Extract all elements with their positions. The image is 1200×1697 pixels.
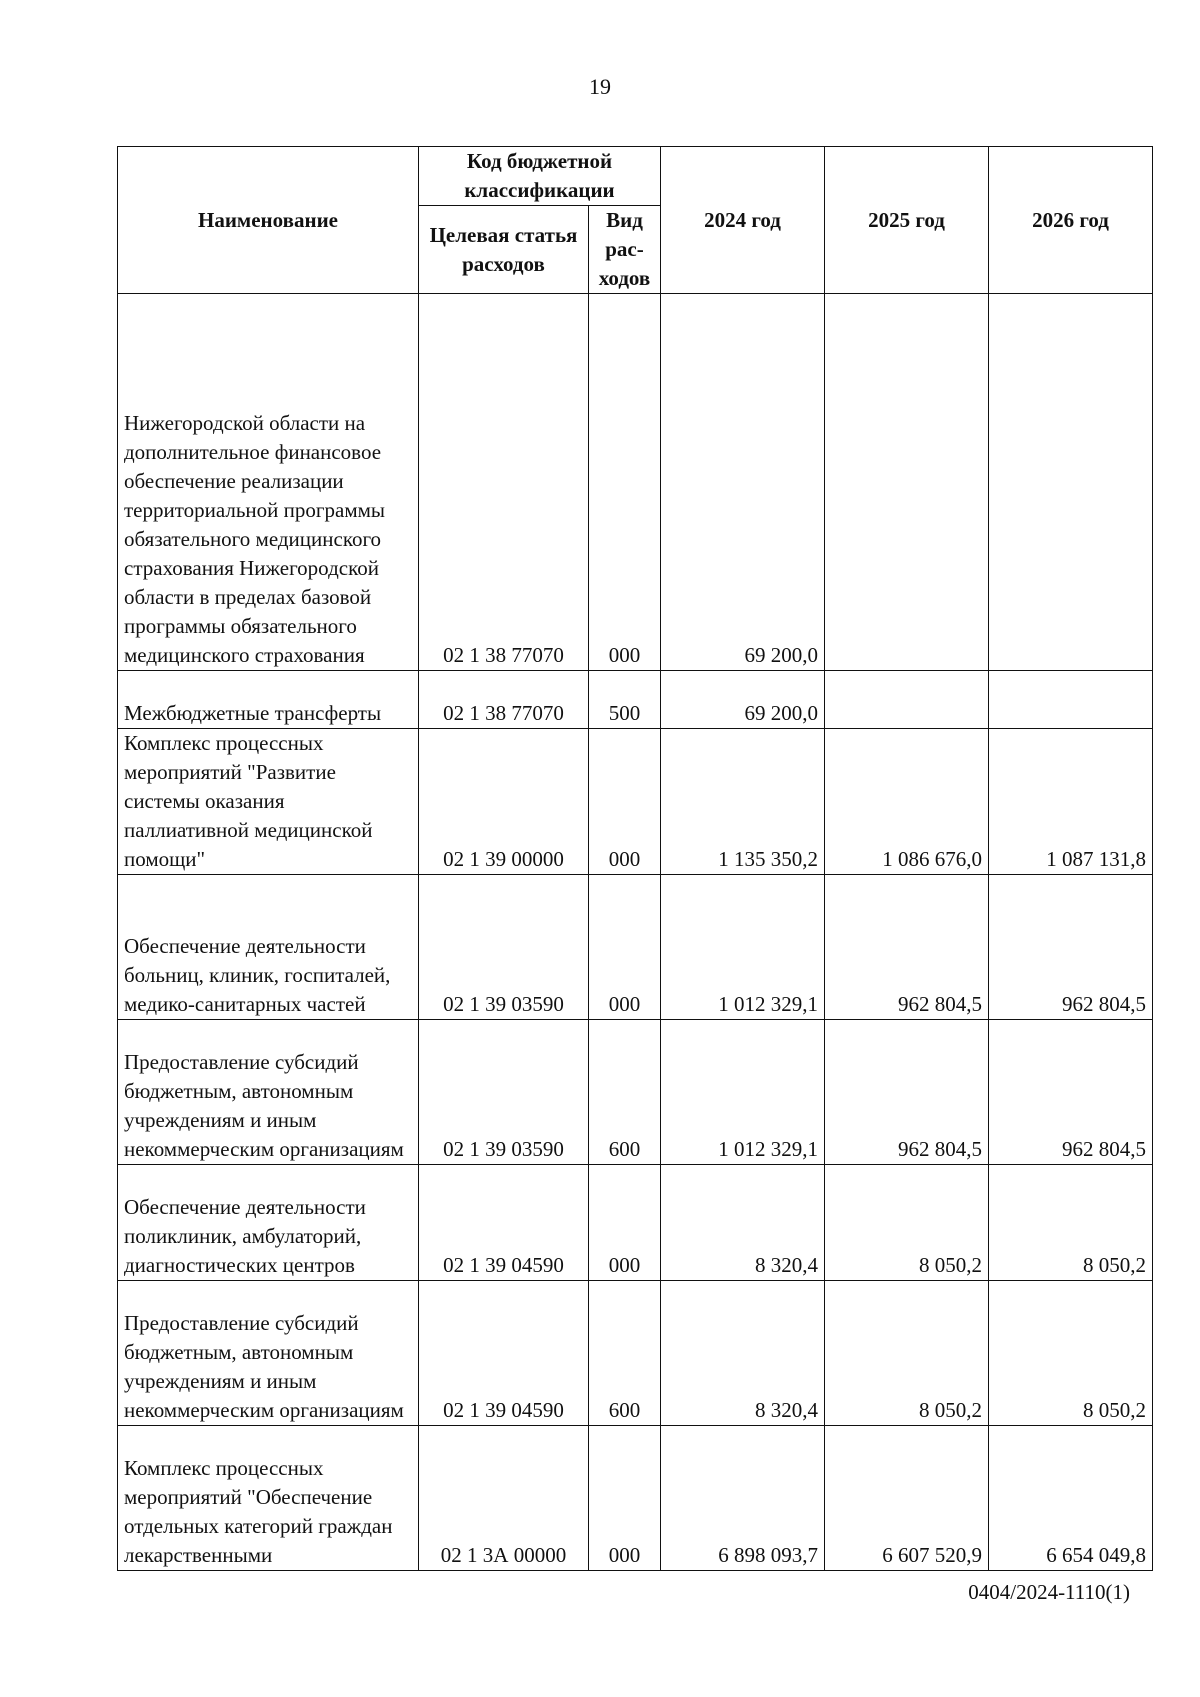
table-row [118, 1426, 1153, 1571]
header-target-article: Целевая статья расходов [419, 206, 589, 294]
row-name: Обеспечение деятельности больниц, клиник, госпиталей, медико-санитарных частей [118, 875, 419, 1020]
row-name: Нижегородской области на дополнительное финансовое обеспечение реализации территориальной программы обязательного медицинского страхования Нижегородской области в пределах базовой программы обязательного медицинского страхования [118, 294, 419, 671]
row-value-2026 [989, 671, 1153, 729]
row-value-2026 [989, 294, 1153, 671]
row-expense-kind: 600 [589, 1020, 661, 1165]
header-2026: 2026 год [989, 147, 1153, 294]
table-row [118, 1165, 1153, 1281]
header-expense-kind: Вид рас-ходов [589, 206, 661, 294]
row-value-2024: 69 200,0 [661, 294, 825, 671]
table-body [118, 294, 1153, 1571]
row-target-code: 02 1 39 03590 [419, 875, 589, 1020]
row-name: Предоставление субсидий бюджетным, автономным учреждениям и иным некоммерческим организациям [118, 1020, 419, 1165]
row-value-2025: 6 607 520,9 [825, 1426, 989, 1571]
row-value-2025 [825, 671, 989, 729]
row-expense-kind: 600 [589, 1281, 661, 1426]
budget-table [117, 146, 1153, 1571]
row-value-2024: 8 320,4 [661, 1165, 825, 1281]
row-expense-kind: 000 [589, 294, 661, 671]
row-name: Комплекс процессных мероприятий "Обеспечение отдельных категорий граждан лекарственными [118, 1426, 419, 1571]
table-header [118, 147, 1153, 294]
table-row [118, 671, 1153, 729]
row-value-2026: 962 804,5 [989, 875, 1153, 1020]
table-row [118, 1281, 1153, 1426]
row-name: Обеспечение деятельности поликлиник, амбулаторий, диагностических центров [118, 1165, 419, 1281]
row-value-2024: 8 320,4 [661, 1281, 825, 1426]
row-value-2026: 6 654 049,8 [989, 1426, 1153, 1571]
row-value-2024: 69 200,0 [661, 671, 825, 729]
row-target-code: 02 1 38 77070 [419, 294, 589, 671]
row-value-2024: 1 012 329,1 [661, 875, 825, 1020]
row-value-2025: 8 050,2 [825, 1281, 989, 1426]
row-target-code: 02 1 3А 00000 [419, 1426, 589, 1571]
row-value-2026: 1 087 131,8 [989, 729, 1153, 875]
row-value-2025: 962 804,5 [825, 1020, 989, 1165]
row-name: Межбюджетные трансферты [118, 671, 419, 729]
row-value-2026: 8 050,2 [989, 1165, 1153, 1281]
row-value-2026: 8 050,2 [989, 1281, 1153, 1426]
row-target-code: 02 1 39 04590 [419, 1281, 589, 1426]
row-value-2026: 962 804,5 [989, 1020, 1153, 1165]
header-2025: 2025 год [825, 147, 989, 294]
row-expense-kind: 000 [589, 1426, 661, 1571]
row-value-2024: 1 135 350,2 [661, 729, 825, 875]
row-value-2025 [825, 294, 989, 671]
table-row [118, 294, 1153, 671]
row-target-code: 02 1 39 04590 [419, 1165, 589, 1281]
row-target-code: 02 1 39 03590 [419, 1020, 589, 1165]
row-value-2025: 1 086 676,0 [825, 729, 989, 875]
table-row [118, 875, 1153, 1020]
header-name: Наименование [118, 147, 419, 294]
row-expense-kind: 000 [589, 875, 661, 1020]
header-2024: 2024 год [661, 147, 825, 294]
table-row [118, 729, 1153, 875]
row-value-2025: 962 804,5 [825, 875, 989, 1020]
document-id: 0404/2024-1110(1) [968, 1580, 1130, 1604]
row-expense-kind: 000 [589, 729, 661, 875]
page-number: 19 [589, 74, 611, 99]
header-bcc: Код бюджетной классификации [419, 147, 661, 206]
table-row [118, 1020, 1153, 1165]
row-target-code: 02 1 38 77070 [419, 671, 589, 729]
row-expense-kind: 500 [589, 671, 661, 729]
row-expense-kind: 000 [589, 1165, 661, 1281]
row-value-2024: 1 012 329,1 [661, 1020, 825, 1165]
row-target-code: 02 1 39 00000 [419, 729, 589, 875]
row-value-2024: 6 898 093,7 [661, 1426, 825, 1571]
row-name: Предоставление субсидий бюджетным, автономным учреждениям и иным некоммерческим организациям [118, 1281, 419, 1426]
row-name: Комплекс процессных мероприятий "Развитие системы оказания паллиативной медицинской помощи" [118, 729, 419, 875]
row-value-2025: 8 050,2 [825, 1165, 989, 1281]
